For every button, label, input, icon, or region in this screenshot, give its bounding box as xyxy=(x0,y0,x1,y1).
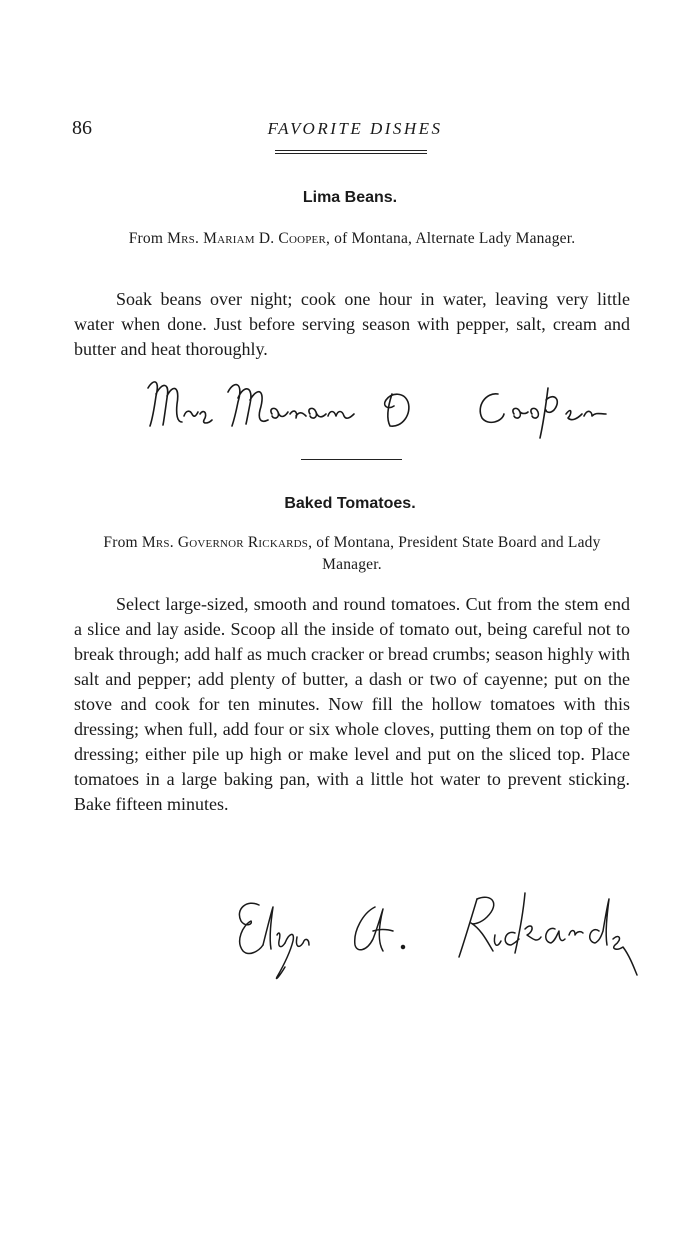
section-divider xyxy=(301,459,402,460)
recipe-body: Select large-sized, smooth and round tomatoes. Cut from the stem end a slice and lay aside. Scoop all the inside of tomato out, being careful not to break through; add half as much cracker or bread crumbs; season highly with salt and pepper; add plenty of butter, a dash or two of cayenne; put on the stove and cook for ten minutes. Now fill the hollow tomatoes with this dressing; when full, add four or six whole cloves, putting them on top of the dressing; either pile up high or make level and put on the sliced top. Place tomatoes in a large baking pan, with a little hot water to prevent sticking. Bake fifteen minutes. xyxy=(74,594,630,814)
signature-cooper xyxy=(140,370,640,440)
recipe-title-lima-beans: Lima Beans. xyxy=(302,189,398,206)
recipe-body: Soak beans over night; cook one hour in water, leaving very little water when done. Just before serving season with pepper, salt, cream and butter and heat thoroughly. xyxy=(74,289,630,359)
recipe-attribution xyxy=(74,228,630,250)
header-rule xyxy=(275,150,427,151)
header-rule-double xyxy=(275,153,427,154)
recipe-title-baked-tomatoes: Baked Tomatoes. xyxy=(284,495,416,512)
page-number: 86 xyxy=(72,117,92,139)
attribution-name: Mrs. Mariam D. Cooper xyxy=(167,230,327,247)
running-head: FAVORITE DISHES xyxy=(267,119,443,138)
attribution-prefix: From xyxy=(128,230,168,247)
signature-rickards xyxy=(225,885,645,990)
attribution-name: Mrs. Governor Rickards xyxy=(141,534,309,551)
attribution-prefix: From xyxy=(103,534,142,551)
attribution-suffix: , of Montana, President State Board and Lady Manager. xyxy=(308,534,601,573)
attribution-suffix: , of Montana, Alternate Lady Manager. xyxy=(326,230,576,247)
recipe-attribution xyxy=(74,532,630,576)
